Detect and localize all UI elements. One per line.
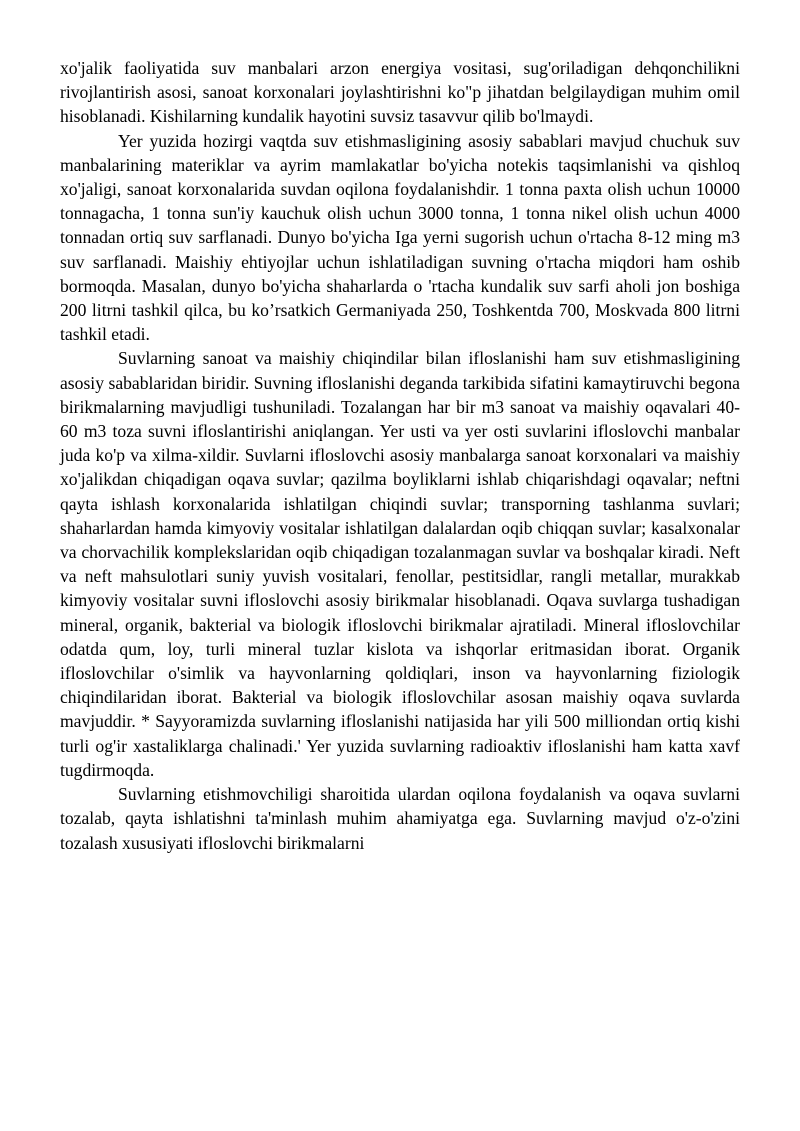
paragraph-4: Suvlarning etishmovchiligi sharoitida ulardan oqilona foydalanish va oqava suvlarni tozalab, qayta ishlatishni ta'minlash muhim ahamiyatga ega. Suvlarning mavjud o'z-o'zini tozalash xususiyati ifloslovchi birikmalarni [60, 784, 740, 853]
paragraph-2: Yer yuzida hozirgi vaqtda suv etishmasligining asosiy sabablari mavjud chuchuk suv manbalarining materiklar va ayrim mamlakatlar bo'yicha notekis taqsimlanishi va qishloq xo'jaligi, sanoat korxonalarida suvdan oqilona foydalanishdir. 1 tonna paxta olish uchun 10000 tonnagacha, 1 tonna sun'iy kauchuk olish uchun 3000 tonna, 1 tonna nikel olish uchun 4000 tonnadan ortiq suv sarflanadi. Dunyo bo'yicha Iga yerni sugorish uchun o'rtacha 8-12 ming m3 suv sarflanadi. Maishiy ehtiyojlar uchun ishlatiladigan suvning o'rtacha miqdori ham oshib bormoqda. Masalan, dunyo bo'yicha shaharlarda o 'rtacha kundalik suv sarfi aholi jon boshiga 200 litrni tashkil qilca, bu ko’rsatkich Germaniyada 250, Toshkentda 700, Moskvada 800 litrni tashkil etadi. [60, 130, 740, 345]
document-page [60, 56, 740, 855]
paragraph-3: Suvlarning sanoat va maishiy chiqindilar bilan ifloslanishi ham suv etishmasligining asosiy sabablaridan biridir. Suvning ifloslanishi deganda tarkibida sifatini kamaytiruvchi begona birikmalarning mavjudligi tushuniladi. Tozalangan har bir m3 sanoat va maishiy oqavalari 40-60 m3 toza suvni ifloslantirishi aniqlangan. Yer usti va yer osti suvlarini ifloslovchi manbalar juda ko'p va xilma-xildir. Suvlarni ifloslovchi asosiy manbalarga sanoat korxonalari va maishiy xo'jalikdan chiqadigan oqava suvlar; qazilma boyliklarni ishlab chiqarishdagi oqavalar; neftni qayta ishlash korxonalarida ishlatilgan chiqindi suvlar; transporning tashlanma suvlari; shaharlardan hamda kimyoviy vositalar ishlatilgan dalalardan oqib chiqqan suvlar; kasalxonalar va chorvachilik komplekslaridan oqib chiqadigan tozalanmagan suvlar va boshqalar kiradi. Neft va neft mahsulotlari suniy yuvish vositalari, fenollar, pestitsidlar, rangli metallar, murakkab kimyoviy vositalar suvni ifloslovchi asosiy birikmalar hisoblanadi. Oqava suvlarga tushadigan mineral, organik, bakterial va biologik ifloslovchi birikmalar ajratiladi. Mineral ifloslovchilar odatda qum, loy, turli mineral tuzlar kislota va ishqorlar eritmasidan iborat. Organik ifloslovchilar o'simlik va hayvonlarning qoldiqlari, inson va hayvonlarning fiziologik chiqindilaridan iborat. Bakterial va biologik ifloslovchilar asosan maishiy oqava suvlarda mavjuddir. * Sayyoramizda suvlarning ifloslanishi natijasida har yili 500 milliondan ortiq kishi turli og'ir xastaliklarga chalinadi.' Yer yuzida suvlarning radioaktiv ifloslanishi ham katta xavf tugdirmoqda. [60, 348, 740, 780]
paragraph-1: xo'jalik faoliyatida suv manbalari arzon energiya vositasi, sug'oriladigan dehqonchilikni rivojlantirish asosi, sanoat korxonalari joylashtirishni ko"p jihatdan belgilaydigan muhim omil hisoblanadi. Kishilarning kundalik hayotini suvsiz tasavvur qilib bo'lmaydi. [60, 58, 740, 127]
